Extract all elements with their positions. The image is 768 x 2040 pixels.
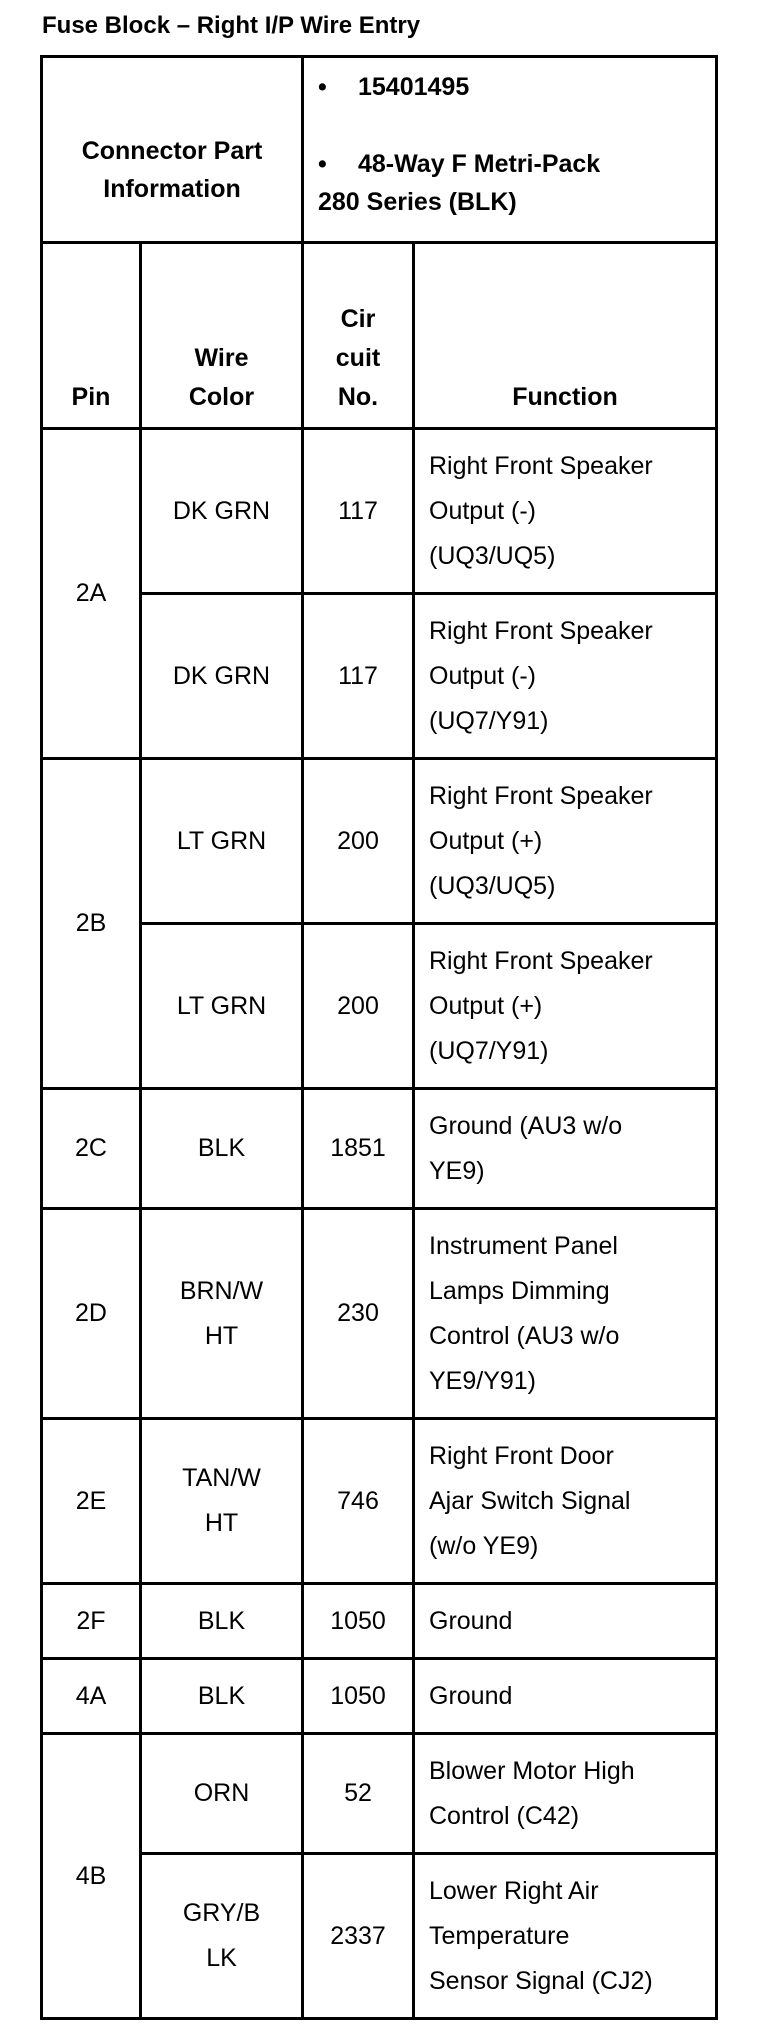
part-number: 15401495 <box>358 73 470 101</box>
table-row <box>42 594 717 759</box>
col-header-circuit-line2: cuit <box>335 344 381 372</box>
function-line: (w/o YE9) <box>429 1531 539 1560</box>
wire-color-cell: DK GRN <box>141 594 303 759</box>
connector-info-row <box>42 57 717 243</box>
connector-desc-line1: 48-Way F Metri-Pack <box>358 150 601 178</box>
wire-color-cell: ORN <box>141 1734 303 1854</box>
function-line: (UQ3/UQ5) <box>429 541 556 570</box>
function-line: Right Front Speaker <box>429 451 653 480</box>
function-line: Lower Right Air <box>429 1876 599 1905</box>
function-line: Ground <box>429 1606 513 1635</box>
function-cell <box>414 1584 717 1659</box>
function-cell <box>414 429 717 594</box>
wire-color-line: HT <box>204 1321 239 1350</box>
table-row <box>42 1419 717 1584</box>
wire-color-cell: LT GRN <box>141 759 303 924</box>
connector-info-label-line2: Information <box>103 174 241 203</box>
function-cell <box>414 1734 717 1854</box>
table-row <box>42 759 717 924</box>
table-row <box>42 1089 717 1209</box>
col-header-function <box>414 243 717 429</box>
col-header-pin-text: Pin <box>71 383 111 411</box>
function-line: (UQ3/UQ5) <box>429 871 556 900</box>
pin-cell: 4A <box>42 1659 141 1734</box>
wire-color-cell: BLK <box>141 1089 303 1209</box>
circuit-cell: 117 <box>303 429 414 594</box>
function-cell <box>414 1854 717 2019</box>
function-cell <box>414 594 717 759</box>
function-line: Instrument Panel <box>429 1231 618 1260</box>
function-cell <box>414 1659 717 1734</box>
wire-color-cell: LT GRN <box>141 924 303 1089</box>
part-number-line <box>318 68 715 106</box>
function-line: Ajar Switch Signal <box>429 1486 631 1515</box>
column-header-row <box>42 243 717 429</box>
pin-cell: 2B <box>42 759 141 1089</box>
wire-color-cell <box>141 1419 303 1584</box>
wire-color-line: LK <box>206 1944 237 1972</box>
function-line: Right Front Door <box>429 1441 614 1470</box>
pin-cell: 2D <box>42 1209 141 1419</box>
circuit-cell: 1050 <box>303 1659 414 1734</box>
connector-info-label-line1: Connector Part <box>81 136 263 165</box>
connector-info-label <box>42 57 303 243</box>
page-title: Fuse Block – Right I/P Wire Entry <box>42 12 421 39</box>
wire-color-cell: BLK <box>141 1659 303 1734</box>
function-line: YE9) <box>429 1156 485 1185</box>
pin-cell: 2E <box>42 1419 141 1584</box>
col-header-function-text: Function <box>512 383 618 411</box>
function-cell <box>414 924 717 1089</box>
bullet-icon: • <box>318 73 327 101</box>
table-row <box>42 1734 717 1854</box>
circuit-cell: 200 <box>303 924 414 1089</box>
circuit-cell: 2337 <box>303 1854 414 2019</box>
wire-color-cell <box>141 1854 303 2019</box>
circuit-cell: 52 <box>303 1734 414 1854</box>
table-row <box>42 1584 717 1659</box>
function-line: Blower Motor High <box>429 1756 635 1785</box>
wire-color-line: GRY/B <box>182 1899 261 1927</box>
pin-cell: 4B <box>42 1734 141 2019</box>
table-row <box>42 1209 717 1419</box>
col-header-wire-color <box>141 243 303 429</box>
function-line: Ground <box>429 1681 513 1710</box>
circuit-cell: 1050 <box>303 1584 414 1659</box>
function-line: Temperature <box>429 1921 570 1950</box>
function-cell <box>414 1419 717 1584</box>
function-line: Ground (AU3 w/o <box>429 1111 623 1140</box>
function-line: Control (AU3 w/o <box>429 1321 620 1350</box>
wire-color-cell <box>141 1209 303 1419</box>
table-row <box>42 1659 717 1734</box>
col-header-wire-color-line1: Wire <box>194 344 249 372</box>
pin-cell: 2C <box>42 1089 141 1209</box>
function-line: Output (+) <box>429 826 543 855</box>
wire-color-cell: DK GRN <box>141 429 303 594</box>
col-header-pin <box>42 243 141 429</box>
function-line: Control (C42) <box>429 1801 580 1830</box>
wire-color-line: TAN/W <box>182 1464 261 1492</box>
function-line: Output (-) <box>429 496 536 525</box>
col-header-circuit-line3: No. <box>337 383 379 411</box>
wire-color-cell: BLK <box>141 1584 303 1659</box>
circuit-cell: 117 <box>303 594 414 759</box>
function-line: Lamps Dimming <box>429 1276 610 1305</box>
table-row <box>42 429 717 594</box>
circuit-cell: 746 <box>303 1419 414 1584</box>
circuit-cell: 1851 <box>303 1089 414 1209</box>
circuit-cell: 200 <box>303 759 414 924</box>
pin-cell: 2F <box>42 1584 141 1659</box>
col-header-wire-color-line2: Color <box>188 383 255 411</box>
function-line: Right Front Speaker <box>429 781 653 810</box>
connector-desc-line2: 280 Series (BLK) <box>318 188 517 216</box>
function-cell <box>414 1209 717 1419</box>
function-line: Right Front Speaker <box>429 616 653 645</box>
function-line: (UQ7/Y91) <box>429 1036 549 1065</box>
connector-info-values <box>303 57 717 243</box>
function-line: Output (+) <box>429 991 543 1020</box>
function-line: (UQ7/Y91) <box>429 706 549 735</box>
function-cell <box>414 759 717 924</box>
table-row <box>42 924 717 1089</box>
function-line: YE9/Y91) <box>429 1366 537 1395</box>
connector-table <box>40 55 718 2020</box>
function-line: Output (-) <box>429 661 536 690</box>
function-line: Right Front Speaker <box>429 946 653 975</box>
table-row <box>42 1854 717 2019</box>
wire-color-line: HT <box>204 1509 239 1537</box>
function-cell <box>414 1089 717 1209</box>
bullet-icon: • <box>318 150 327 178</box>
circuit-cell: 230 <box>303 1209 414 1419</box>
connector-description <box>318 145 715 221</box>
pin-cell: 2A <box>42 429 141 759</box>
function-line: Sensor Signal (CJ2) <box>429 1966 653 1995</box>
col-header-circuit-line1: Cir <box>340 305 376 333</box>
col-header-circuit <box>303 243 414 429</box>
wire-color-line: BRN/W <box>179 1276 264 1305</box>
